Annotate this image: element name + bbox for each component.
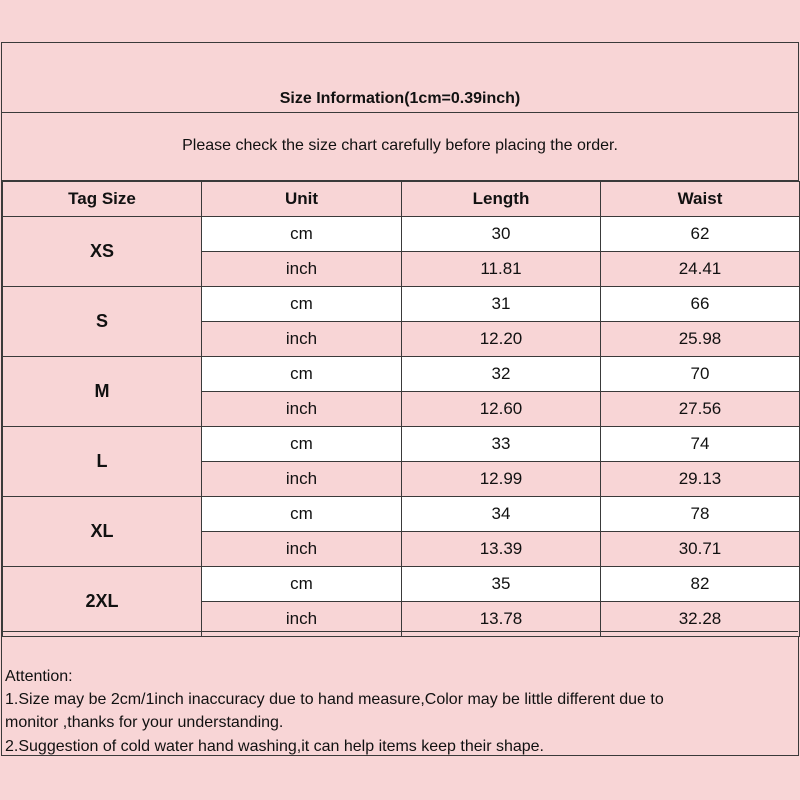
- length-cell: 32: [402, 357, 601, 392]
- notice-row: [2, 113, 798, 181]
- size-chart-frame: [1, 42, 799, 756]
- waist-cell: 29.13: [601, 462, 800, 497]
- unit-cell: inch: [202, 322, 402, 357]
- header-row: [3, 182, 800, 217]
- waist-cell: 30.71: [601, 532, 800, 567]
- tag-size-cell: XL: [3, 497, 202, 567]
- unit-cell: cm: [202, 497, 402, 532]
- length-cell: 12.99: [402, 462, 601, 497]
- length-cell: 30: [402, 217, 601, 252]
- waist-cell: 62: [601, 217, 800, 252]
- size-table: [2, 181, 800, 637]
- table-row: [3, 217, 800, 252]
- length-cell: 12.60: [402, 392, 601, 427]
- length-cell: 12.20: [402, 322, 601, 357]
- unit-cell: inch: [202, 252, 402, 287]
- length-cell: 13.39: [402, 532, 601, 567]
- chart-title: Size Information(1cm=0.39inch): [279, 90, 521, 107]
- tag-size-cell: M: [3, 357, 202, 427]
- tag-size-cell: XS: [3, 217, 202, 287]
- unit-cell: cm: [202, 567, 402, 602]
- waist-cell: 24.41: [601, 252, 800, 287]
- table-row: [3, 567, 800, 602]
- header-length: Length: [402, 182, 601, 217]
- waist-cell: 78: [601, 497, 800, 532]
- unit-cell: cm: [202, 357, 402, 392]
- waist-cell: 82: [601, 567, 800, 602]
- length-cell: 11.81: [402, 252, 601, 287]
- header-waist: Waist: [601, 182, 800, 217]
- table-row: [3, 357, 800, 392]
- length-cell: 35: [402, 567, 601, 602]
- table-row: [3, 427, 800, 462]
- notice-text: Please check the size chart carefully before placing the order.: [182, 137, 618, 154]
- waist-cell: 74: [601, 427, 800, 462]
- tag-size-cell: L: [3, 427, 202, 497]
- unit-cell: inch: [202, 392, 402, 427]
- tag-size-cell: S: [3, 287, 202, 357]
- unit-cell: cm: [202, 287, 402, 322]
- attention-heading: Attention:: [5, 668, 73, 685]
- waist-cell: 66: [601, 287, 800, 322]
- unit-cell: inch: [202, 602, 402, 637]
- tag-size-cell: 2XL: [3, 567, 202, 637]
- unit-cell: inch: [202, 532, 402, 567]
- attention-section: [2, 631, 798, 757]
- length-cell: 33: [402, 427, 601, 462]
- waist-cell: 32.28: [601, 602, 800, 637]
- header-tag-size: Tag Size: [3, 182, 202, 217]
- unit-cell: inch: [202, 462, 402, 497]
- header-unit: Unit: [202, 182, 402, 217]
- length-cell: 13.78: [402, 602, 601, 637]
- attention-line-1b: monitor ,thanks for your understanding.: [5, 714, 284, 731]
- attention-line-1: 1.Size may be 2cm/1inch inaccuracy due to hand measure,Color may be little different due to: [5, 691, 664, 708]
- unit-cell: cm: [202, 217, 402, 252]
- waist-cell: 70: [601, 357, 800, 392]
- table-row: [3, 497, 800, 532]
- title-row: [2, 43, 798, 113]
- table-row: [3, 287, 800, 322]
- waist-cell: 25.98: [601, 322, 800, 357]
- length-cell: 31: [402, 287, 601, 322]
- unit-cell: cm: [202, 427, 402, 462]
- waist-cell: 27.56: [601, 392, 800, 427]
- length-cell: 34: [402, 497, 601, 532]
- attention-line-2: 2.Suggestion of cold water hand washing,it can help items keep their shape.: [5, 738, 544, 755]
